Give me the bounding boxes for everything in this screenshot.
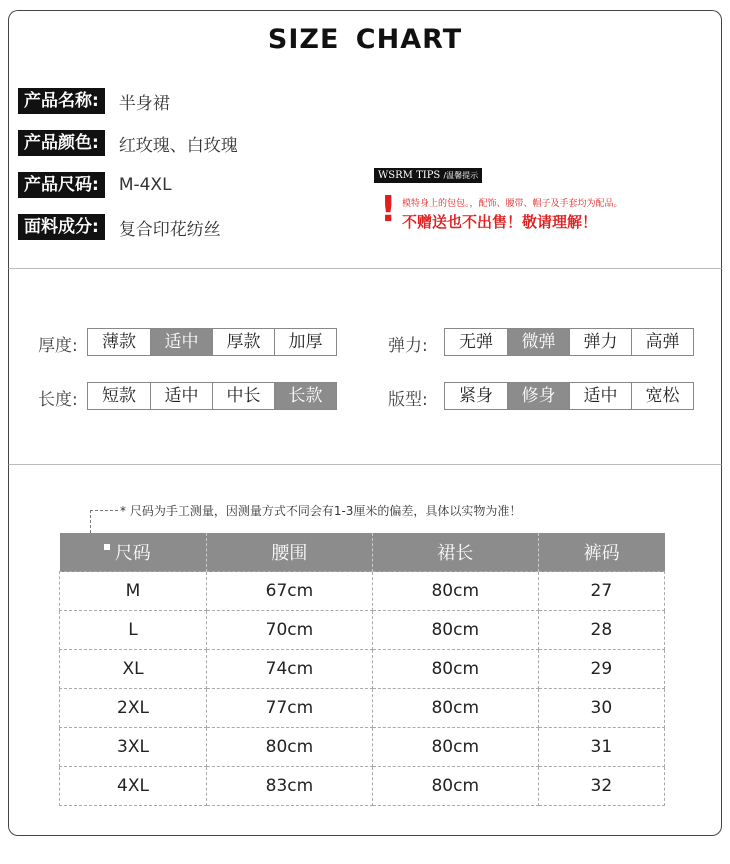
table-cell: 28 <box>538 611 664 650</box>
thickness-option: 厚款 <box>212 329 274 355</box>
fit-option: 适中 <box>569 383 631 409</box>
elasticity-option: 弹力 <box>569 329 631 355</box>
table-row <box>60 650 665 689</box>
info-value: 红玫瑰、白玫瑰 <box>118 135 238 156</box>
info-value: M-4XL <box>118 175 172 195</box>
info-label: 产品颜色: <box>18 130 105 156</box>
length-option: 短款 <box>102 386 136 406</box>
tips-header-sub: /温馨提示 <box>443 171 479 180</box>
note-leader-line <box>90 510 118 511</box>
table-cell: 74cm <box>207 650 373 689</box>
elasticity-option: 微弹 <box>507 329 569 355</box>
length-options <box>87 382 337 410</box>
table-cell: 80cm <box>207 728 373 767</box>
elasticity-options <box>444 328 694 356</box>
table-cell: 27 <box>538 572 664 611</box>
exclamation-icon: ! <box>380 189 397 230</box>
elasticity-option: 无弹 <box>459 332 493 352</box>
table-cell: 29 <box>538 650 664 689</box>
table-cell: 80cm <box>372 572 538 611</box>
info-row-size <box>18 172 172 198</box>
attributes-section-frame <box>8 268 722 464</box>
fit-option: 宽松 <box>631 383 693 409</box>
thickness-option: 适中 <box>150 329 212 355</box>
info-row-color <box>18 130 238 156</box>
fit-option: 紧身 <box>459 386 493 406</box>
table-row <box>60 728 665 767</box>
thickness-label: 厚度: <box>38 336 78 356</box>
table-cell: 70cm <box>207 611 373 650</box>
table-cell: 2XL <box>60 689 207 728</box>
thickness-option: 薄款 <box>102 332 136 352</box>
table-cell: 80cm <box>372 767 538 806</box>
table-row <box>60 611 665 650</box>
size-note: * 尺码为手工测量，因测量方式不同会有1-3厘米的偏差，具体以实物为准！ <box>120 504 522 518</box>
tips-header-title: WSRM TIPS <box>378 170 441 181</box>
tips-line-2: 不赠送也不出售！敬请理解！ <box>402 213 598 231</box>
table-cell: L <box>60 611 207 650</box>
table-row <box>60 572 665 611</box>
note-leader-dot <box>104 544 110 550</box>
table-cell: 80cm <box>372 650 538 689</box>
table-row <box>60 767 665 806</box>
elasticity-label: 弹力: <box>388 336 428 356</box>
table-cell: 30 <box>538 689 664 728</box>
info-row-name <box>18 88 170 114</box>
length-label: 长度: <box>38 390 78 410</box>
info-row-fabric <box>18 214 221 240</box>
fit-label: 版型: <box>388 390 428 410</box>
size-table-header: 腰围 <box>207 533 373 572</box>
table-cell: 80cm <box>372 689 538 728</box>
size-table <box>59 533 665 806</box>
thickness-options <box>87 328 337 356</box>
info-value: 半身裙 <box>118 93 170 114</box>
table-cell: 67cm <box>207 572 373 611</box>
table-cell: 80cm <box>372 728 538 767</box>
table-cell: M <box>60 572 207 611</box>
info-label: 产品名称: <box>18 88 105 114</box>
thickness-option: 加厚 <box>274 329 336 355</box>
size-table-header-row <box>60 533 665 572</box>
length-option: 适中 <box>150 383 212 409</box>
page-title: SIZE CHART <box>267 24 463 55</box>
fit-options <box>444 382 694 410</box>
tips-line-1: 模特身上的包包。，配饰、腰带、帽子及手套均为配品。 <box>402 199 623 209</box>
table-cell: 3XL <box>60 728 207 767</box>
info-label: 面料成分: <box>18 214 105 240</box>
length-option: 中长 <box>212 383 274 409</box>
table-cell: 31 <box>538 728 664 767</box>
size-table-header: 裙长 <box>372 533 538 572</box>
table-cell: 80cm <box>372 611 538 650</box>
table-cell: 83cm <box>207 767 373 806</box>
table-cell: 77cm <box>207 689 373 728</box>
table-cell: 4XL <box>60 767 207 806</box>
length-option: 长款 <box>274 383 336 409</box>
tips-header <box>374 168 482 183</box>
table-row <box>60 689 665 728</box>
info-label: 产品尺码: <box>18 172 105 198</box>
table-cell: XL <box>60 650 207 689</box>
table-cell: 32 <box>538 767 664 806</box>
info-value: 复合印花纺丝 <box>118 219 221 240</box>
size-table-header: 裤码 <box>538 533 664 572</box>
size-table-header: 尺码 <box>60 533 207 572</box>
elasticity-option: 高弹 <box>631 329 693 355</box>
fit-option: 修身 <box>507 383 569 409</box>
